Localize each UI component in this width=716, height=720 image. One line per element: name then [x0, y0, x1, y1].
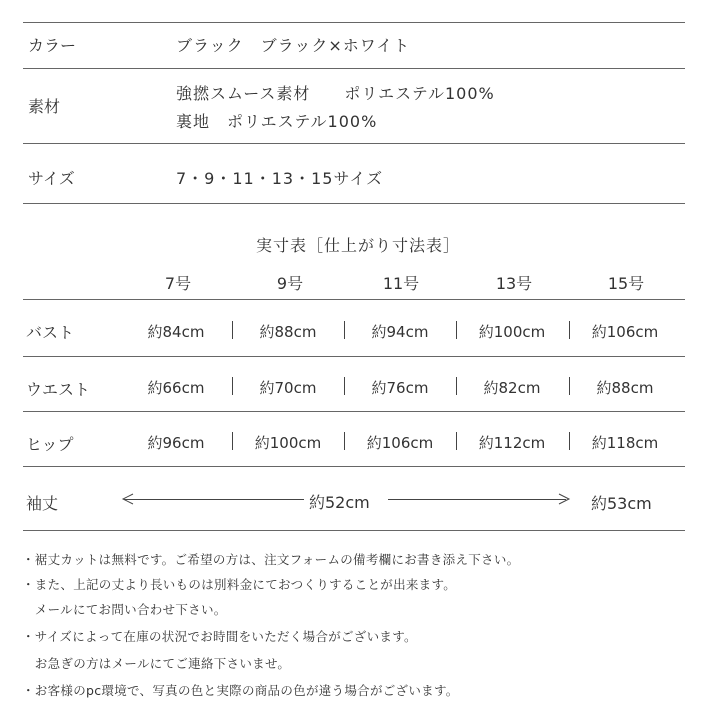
table-cell: 約112cm	[478, 434, 546, 452]
column-separator	[569, 377, 570, 395]
row-label-bust: バスト	[26, 323, 75, 342]
sleeve-span-value: 約52cm	[309, 493, 370, 512]
divider	[23, 530, 685, 531]
table-cell: 約100cm	[478, 323, 546, 341]
table-cell: 約94cm	[371, 323, 429, 341]
note-line: ・サイズによって在庫の状況でお時間をいただく場合がございます。	[22, 629, 417, 644]
column-separator	[344, 377, 345, 395]
note-line: お急ぎの方はメールにてご連絡下さいませ。	[22, 656, 291, 671]
row-label-hip: ヒップ	[26, 435, 74, 454]
table-cell: 約100cm	[254, 434, 322, 452]
table-cell: 約82cm	[483, 379, 541, 397]
table-cell: 約96cm	[147, 434, 205, 452]
column-separator	[569, 321, 570, 339]
column-separator	[232, 321, 233, 339]
arrow-line-right	[388, 499, 566, 500]
column-header-9: 9号	[276, 274, 304, 293]
material-label: 素材	[28, 97, 61, 116]
size-label: サイズ	[28, 169, 75, 188]
table-cell: 約88cm	[259, 323, 317, 341]
divider	[23, 466, 685, 467]
column-separator	[456, 321, 457, 339]
table-cell: 約118cm	[591, 434, 659, 452]
size-value: 7・9・11・13・15サイズ	[176, 169, 384, 188]
column-separator	[456, 377, 457, 395]
column-separator	[344, 321, 345, 339]
column-header-13: 13号	[495, 274, 533, 293]
column-header-11: 11号	[382, 274, 420, 293]
divider	[23, 203, 685, 204]
divider	[23, 143, 685, 144]
size-table-title: 実寸表［仕上がり寸法表］	[255, 236, 460, 255]
sleeve-last-value: 約53cm	[591, 494, 652, 513]
note-line: ・裾丈カットは無料です。ご希望の方は、注文フォームの備考欄にお書き添え下さい。	[22, 552, 520, 567]
divider	[23, 356, 685, 357]
arrow-line-left	[124, 499, 304, 500]
color-value: ブラック ブラック×ホワイト	[176, 36, 411, 55]
row-label-waist: ウエスト	[26, 380, 91, 399]
column-separator	[569, 432, 570, 450]
note-line: メールにてお問い合わせ下さい。	[22, 602, 227, 617]
column-separator	[232, 432, 233, 450]
divider	[23, 411, 685, 412]
table-cell: 約84cm	[147, 323, 205, 341]
column-header-7: 7号	[164, 274, 192, 293]
arrow-right-icon	[556, 491, 572, 507]
divider	[23, 22, 685, 23]
table-cell: 約76cm	[371, 379, 429, 397]
row-label-sleeve: 袖丈	[26, 494, 59, 513]
divider	[23, 299, 685, 300]
column-separator	[232, 377, 233, 395]
column-separator	[344, 432, 345, 450]
note-line: ・また、上記の丈より長いものは別料金にておつくりすることが出来ます。	[22, 577, 457, 592]
material-value-line2: 裏地 ポリエステル100%	[176, 112, 378, 131]
divider	[23, 68, 685, 69]
table-cell: 約88cm	[596, 379, 654, 397]
column-separator	[456, 432, 457, 450]
table-cell: 約66cm	[147, 379, 205, 397]
material-value-line1: 強撚スムース素材 ポリエステル100%	[176, 84, 495, 103]
table-cell: 約106cm	[591, 323, 659, 341]
table-cell: 約106cm	[366, 434, 434, 452]
column-header-15: 15号	[607, 274, 645, 293]
table-cell: 約70cm	[259, 379, 317, 397]
color-label: カラー	[28, 36, 77, 55]
note-line: ・お客様のpc環境で、写真の色と実際の商品の色が違う場合がございます。	[22, 683, 459, 698]
